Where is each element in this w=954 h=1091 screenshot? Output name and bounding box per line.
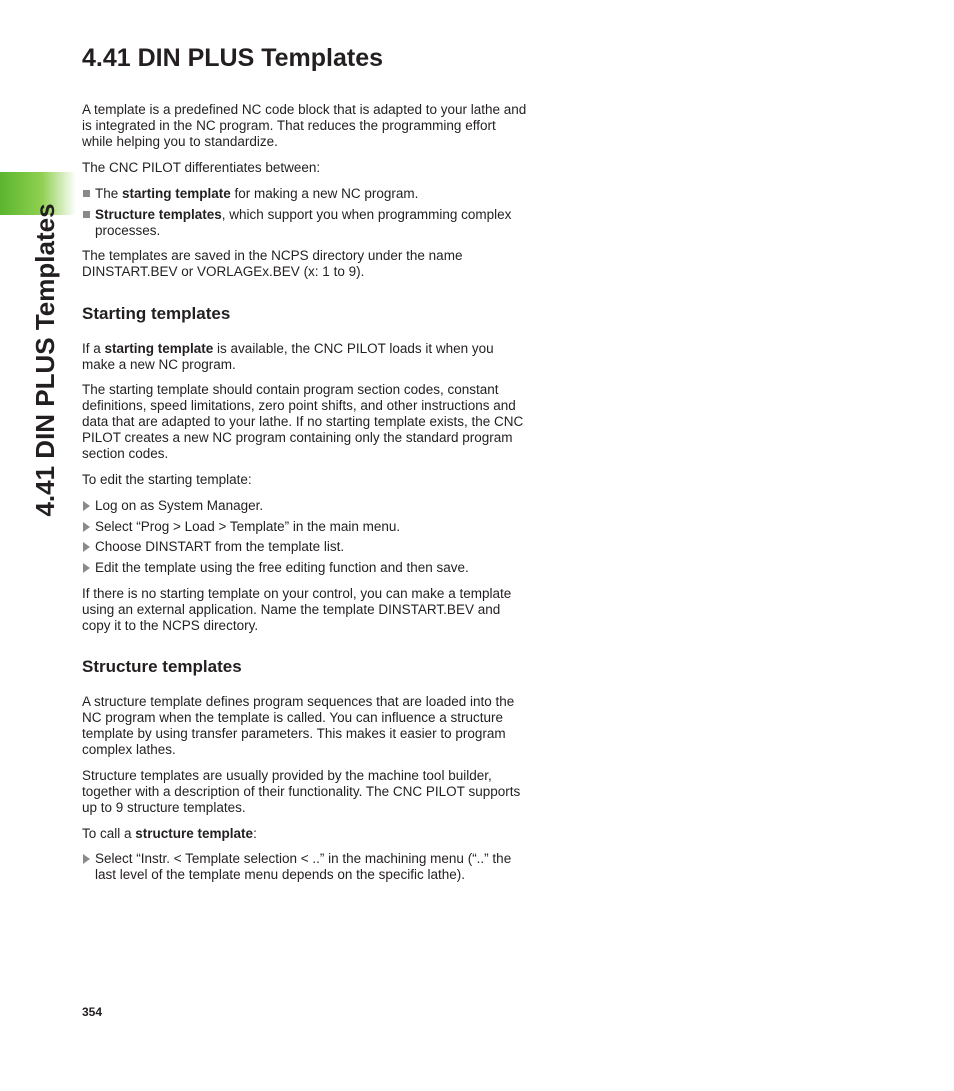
side-chapter-title: 4.41 DIN PLUS Templates <box>30 203 60 517</box>
bullet-starting-template: The starting template for making a new NC program. <box>82 186 527 202</box>
starting-paragraph-1: If a starting template is available, the CNC PILOT loads it when you make a new NC program. <box>82 341 494 372</box>
step-item: Edit the template using the free editing function and then save. <box>82 560 527 576</box>
starting-paragraph-2: The starting template should contain program section codes, constant definitions, speed limitations, zero point shifts, and other instructions and data that are adapted to your lathe. If no starting template exists, the CNC PILOT creates a new NC program containing only the standard program section codes. <box>82 382 524 461</box>
square-bullet-icon <box>83 190 90 197</box>
arrow-bullet-icon <box>83 542 90 552</box>
to-call-paragraph: To call a structure template: <box>82 826 257 841</box>
arrow-bullet-icon <box>83 854 90 864</box>
page-number: 354 <box>82 1005 103 1019</box>
step-item: Select “Prog > Load > Template” in the main menu. <box>82 519 527 535</box>
arrow-bullet-icon <box>83 522 90 532</box>
square-bullet-icon <box>83 211 90 218</box>
section-title: 4.41 DIN PLUS Templates <box>82 44 384 72</box>
step-item: Log on as System Manager. <box>82 498 527 514</box>
structure-templates-heading: Structure templates <box>82 657 242 676</box>
no-starting-paragraph: If there is no starting template on your control, you can make a template using an external application. Name the template DINSTART.BEV and copy it to the NCPS directory. <box>82 586 512 633</box>
differentiates-paragraph: The CNC PILOT differentiates between: <box>82 160 321 175</box>
intro-paragraph: A template is a predefined NC code block that is adapted to your lathe and is integrated in the NC program. That reduces the programming effort while helping you to standardize. <box>82 102 527 149</box>
starting-templates-heading: Starting templates <box>82 304 231 323</box>
structure-paragraph-1: A structure template defines program sequences that are loaded into the NC program when the template is called. You can influence a structure template by using transfer parameters. This makes it easier to program complex lathes. <box>82 694 515 757</box>
to-edit-paragraph: To edit the starting template: <box>82 472 252 487</box>
step-item: Choose DINSTART from the template list. <box>82 539 527 555</box>
arrow-bullet-icon <box>83 501 90 511</box>
call-step-item: Select “Instr. < Template selection < ..” in the machining menu (“..” the last level of the template menu depends on the specific lathe). <box>82 851 527 883</box>
structure-paragraph-2: Structure templates are usually provided by the machine tool builder, together with a description of their functionality. The CNC PILOT supports up to 9 structure templates. <box>82 768 521 815</box>
saved-paragraph: The templates are saved in the NCPS directory under the name DINSTART.BEV or VORLAGEx.BEV (x: 1 to 9). <box>82 248 463 279</box>
bullet-structure-templates: Structure templates, which support you when programming complex processes. <box>82 207 527 239</box>
arrow-bullet-icon <box>83 563 90 573</box>
